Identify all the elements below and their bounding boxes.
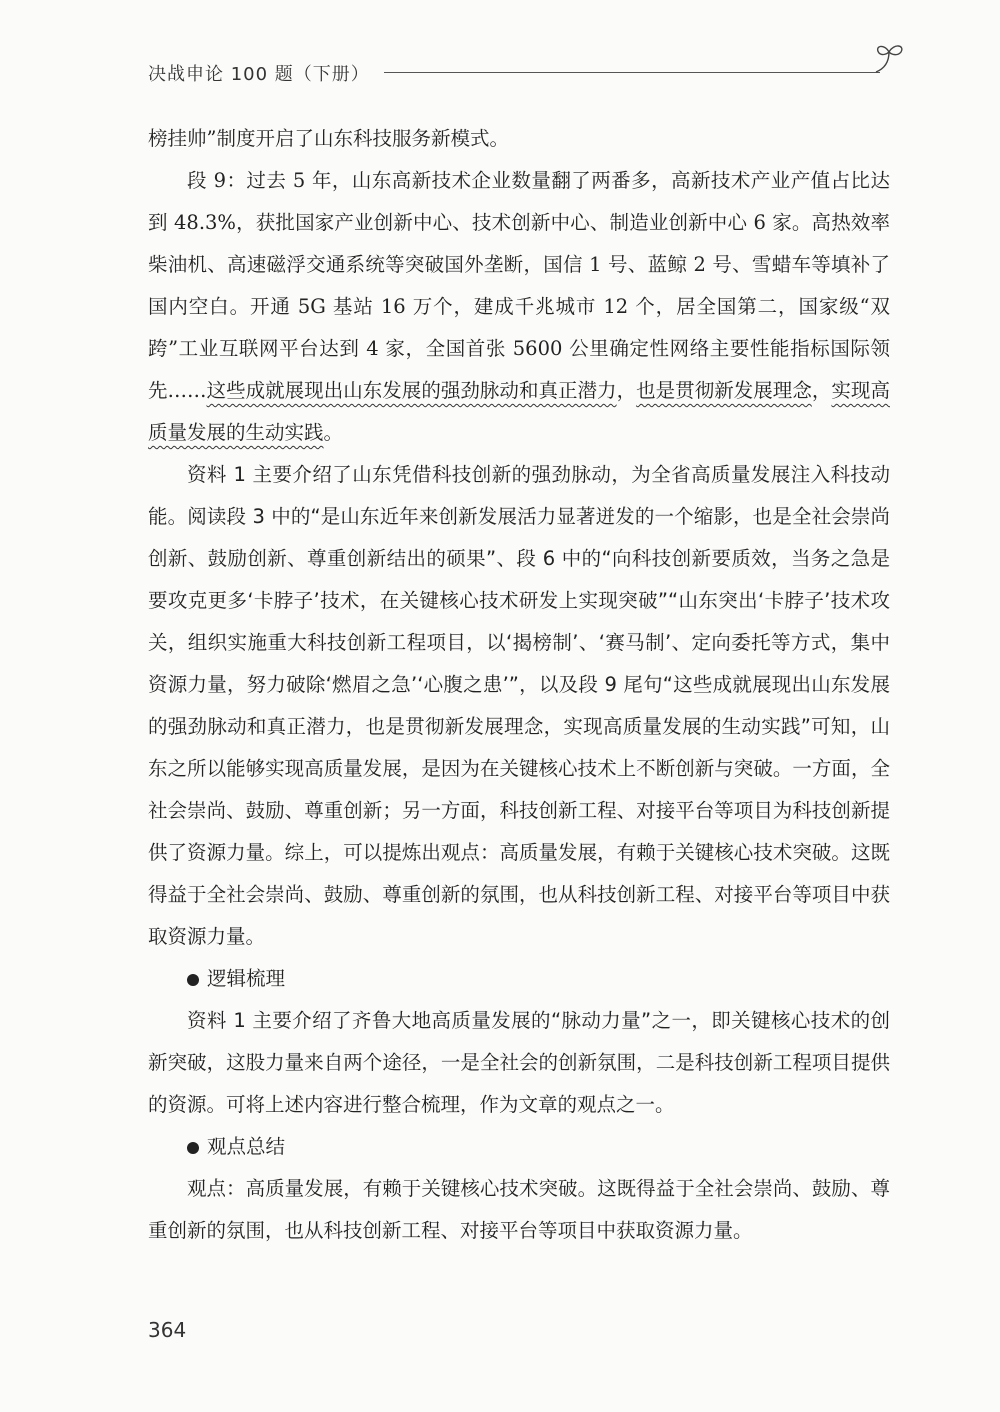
heading-label: 逻辑梳理 — [207, 967, 286, 990]
body-text — [148, 118, 890, 1252]
bullet-icon — [187, 974, 199, 986]
page-number: 364 — [148, 1318, 187, 1342]
punctuation: ， — [811, 379, 832, 402]
paragraph-analysis: 资料 1 主要介绍了山东凭借科技创新的强劲脉动，为全省高质量发展注入科技动能。阅读段 3 中的“是山东近年来创新发展活力显著迸发的一个缩影，也是全社会崇尚创新、鼓励创新、尊重创新结出的硕果”、段 6 中的“向科技创新要质效，当务之急是要攻克更多‘卡脖子’技术，在关键核心技术研发上实现突破”“山东突出‘卡脖子’技术攻关，组织实施重大科技创新工程项目，以‘揭榜制’、‘赛马制’、定向委托等方式，集中资源力量，努力破除‘燃眉之急’‘心腹之患’”，以及段 9 尾句“这些成就展现出山东发展的强劲脉动和真正潜力，也是贯彻新发展理念，实现高质量发展的生动实践”可知，山东之所以能够实现高质量发展，是因为在关键核心技术上不断创新与突破。一方面，全社会崇尚、鼓励、尊重创新；另一方面，科技创新工程、对接平台等项目为科技创新提供了资源力量。综上，可以提炼出观点：高质量发展，有赖于关键核心技术突破。这既得益于全社会崇尚、鼓励、尊重创新的氛围，也从科技创新工程、对接平台等项目中获取资源力量。 — [148, 463, 890, 948]
wavy-underlined-phrase: 实现高质量发展的生动实践 — [148, 379, 890, 444]
paragraph-logic: 资料 1 主要介绍了齐鲁大地高质量发展的“脉动力量”之一，即关键核心技术的创新突破，这股力量来自两个途径，一是全社会的创新氛围，二是科技创新工程项目提供的资源。可将上述内容进行整合梳理，作为文章的观点之一。 — [148, 1009, 890, 1116]
bullet-icon — [187, 1142, 199, 1154]
heading-label: 观点总结 — [207, 1135, 286, 1158]
wavy-underlined-phrase: 也是贯彻新发展理念 — [636, 379, 812, 402]
book-title: 决战申论 100 题（下册） — [148, 64, 370, 85]
paragraph-continuation: 榜挂帅”制度开启了山东科技服务新模式。 — [148, 127, 509, 150]
header-rule — [384, 72, 880, 73]
paragraph-summary: 观点：高质量发展，有赖于关键核心技术突破。这既得益于全社会崇尚、鼓励、尊重创新的氛围，也从科技创新工程、对接平台等项目中获取资源力量。 — [148, 1177, 890, 1242]
section-heading-summary — [148, 1126, 890, 1168]
paragraph-text: 段 9：过去 5 年，山东高新技术企业数量翻了两番多，高新技术产业产值占比达到 48.3%，获批国家产业创新中心、技术创新中心、制造业创新中心 6 家。高热效率柴油机、高速磁浮交通系统等突破国外垄断，国信 1 号、蓝鲸 2 号、雪蜡车等填补了国内空白。开通 5G 基站 16 万个，建成千兆城市 12 个，居全国第二，国家级“双跨”工业互联网平台达到 4 家，全国首张 5600 公里确定性网络主要性能指标国际领先…… — [148, 169, 890, 402]
section-heading-logic — [148, 958, 890, 1000]
punctuation: ， — [616, 379, 637, 402]
sprout-icon — [872, 40, 908, 76]
wavy-underlined-phrase: 这些成就展现出山东发展的强劲脉动和真正潜力 — [206, 379, 617, 402]
running-header — [148, 56, 908, 96]
punctuation: 。 — [323, 421, 344, 444]
paragraph-material-9 — [148, 160, 890, 454]
